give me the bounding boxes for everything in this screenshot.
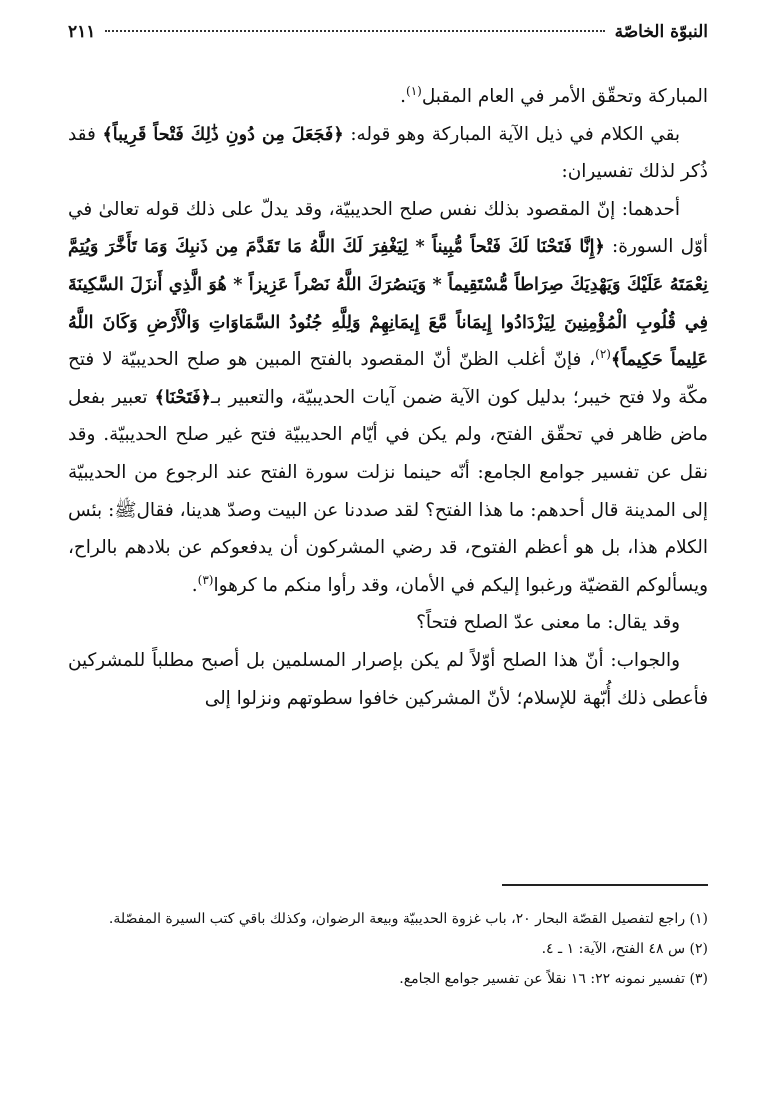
book-page — [68, 22, 708, 1082]
paragraph-1-text: المباركة وتحقّق الأمر في العام المقبل — [421, 86, 708, 107]
quran-word: ﴿فَتَحْنَا﴾ — [154, 386, 211, 408]
footnote-ref-2: (٢) — [595, 347, 611, 362]
quran-verse-2: ﴿إِنَّا فَتَحْنَا لَكَ فَتْحاً مُّبِيناً * لِيَغْفِرَ لَكَ اللَّهُ مَا تَقَدَّمَ مِن ذَنبِكَ وَمَا تَأَخَّرَ وَيُتِمَّ نِعْمَتَهُ عَلَيْكَ وَيَهْدِيَكَ صِرَاطاً مُّسْتَقِيماً * وَيَنصُرَكَ اللَّهُ نَصْراً عَزِيزاً * هُوَ الَّذِي أَنزَلَ السَّكِينَةَ فِي قُلُوبِ الْمُؤْمِنِينَ لِيَزْدَادُوا إِيمَاناً مَّعَ إِيمَانِهِمْ وَلِلَّهِ جُنُودُ السَّمَاوَاتِ وَالْأَرْضِ وَكَانَ اللَّهُ عَلِيماً حَكِيماً﴾ — [68, 236, 709, 371]
paragraph-3-text: أحدهما: إنّ المقصود بذلك نفس صلح الحديبيّة، وقد يدلّ على ذلك قوله تعالىٰ في أوّل السورة: — [68, 198, 708, 258]
main-text — [68, 78, 708, 717]
footnotes — [68, 904, 708, 994]
quran-verse-1: ﴿فَجَعَلَ مِن دُونِ ذَٰلِكَ فَتْحاً قَرِيباً﴾ — [102, 123, 344, 145]
footnote-ref-1: (١) — [406, 83, 422, 98]
paragraph-3 — [68, 191, 708, 605]
leader-dots — [105, 30, 604, 32]
page-number: ٢١١ — [68, 22, 96, 42]
paragraph-5: والجواب: أنّ هذا الصلح أوّلاً لم يكن بإصرار المسلمين بل أصبح مطلباً للمشركين فأعطى ذلك أُبّهة للإسلام؛ لأنّ المشركين خافوا سطوتهم ونزلوا إلى — [68, 649, 708, 709]
paragraph-2-text-end: فقد ذُكر لذلك تفسيران: — [68, 123, 708, 183]
footnote-3: (٣) تفسير نمونه ٢٢: ١٦ نقلاً عن تفسير جوامع الجامع. — [399, 971, 708, 987]
paragraph-3-text-end: تعبير بفعل ماض ظاهر في تحقّق الفتح، ولم يكن في أيّام الحديبيّة فتح غير صلح الحديبيّة. وقد نقل عن تفسير جوامع الجامع: أنّه حينما نزلت سورة الفتح عند الرجوع من الحديبيّة إلى المدينة قال أحدهم: ما هذا الفتح؟ لقد صددنا عن البيت وصدّ هدينا، فقالﷺ: بئس الكلام هذا، بل هو أعظم الفتوح، قد رضي المشركون أن يدفعوكم عن بلادهم بالراح، ويسألوكم القضيّة ورغبوا إليكم في الأمان، وقد رأوا منكم ما كرهوا — [68, 386, 708, 596]
chapter-title: النبوّة الخاصّة — [614, 22, 708, 42]
footnote-ref-3: (٣) — [197, 572, 214, 587]
paragraph-4: وقد يقال: ما معنى عدّ الصلح فتحاً؟ — [416, 612, 680, 634]
paragraph-2 — [68, 116, 708, 191]
paragraph-3-period: . — [191, 574, 198, 596]
paragraph-2-text: بقي الكلام في ذيل الآية المباركة وهو قوله: — [343, 123, 681, 145]
footnote-2: (٢) س ٤٨ الفتح، الآية: ١ ـ ٤. — [541, 941, 708, 957]
footnote-separator — [502, 884, 708, 886]
paragraph-1: المباركة وتحقّق الأمر في العام المقبل$^{(١)}$. — [400, 83, 708, 107]
running-header — [68, 22, 708, 56]
footnote-1: (١) راجع لتفصيل القصّة البحار ٢٠، باب غزوة الحديبيّة وبيعة الرضوان، وكذلك باقي كتب السيرة المفصّلة. — [108, 911, 708, 927]
paragraph-3-text-mid: ، فإنّ أغلب الظنّ أنّ المقصود بالفتح المبين هو صلح الحديبيّة لا فتح مكّة ولا فتح خيبر؛ بدليل كون الآية ضمن آيات الحديبيّة، والتعبير بـ — [68, 349, 708, 408]
